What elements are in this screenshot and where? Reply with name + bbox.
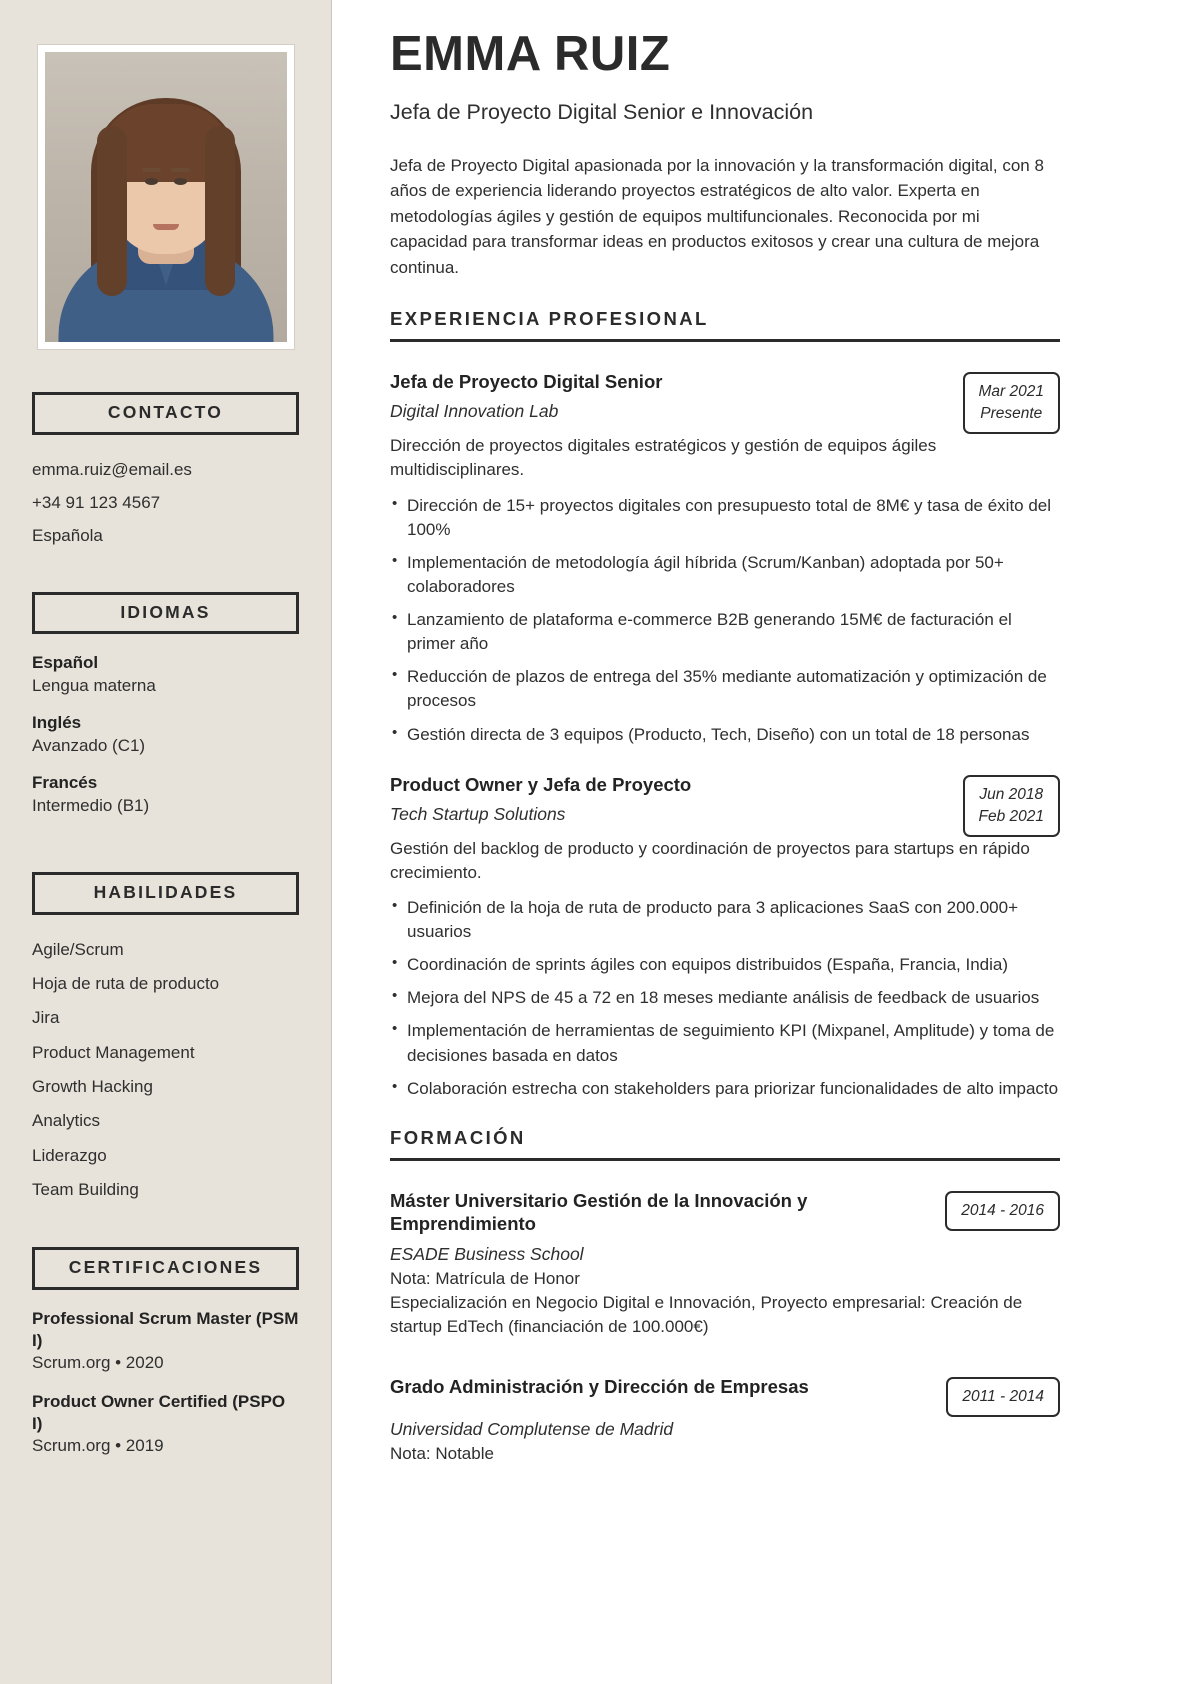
job-description: Dirección de proyectos digitales estratégicos y gestión de equipos ágiles multidisciplinares. xyxy=(390,436,937,480)
job-bullet: • Coordinación de sprints ágiles con equipos distribuidos (España, Francia, India) xyxy=(390,953,1060,977)
job-title: Product Owner y Jefa de Proyecto xyxy=(390,773,692,795)
certification-item xyxy=(32,1308,299,1375)
certification-item xyxy=(32,1391,299,1458)
contact-section-header xyxy=(32,392,299,435)
spacer xyxy=(32,832,299,872)
job-description: Gestión del backlog de producto y coordinación de proyectos para startups en rápido crecimiento. xyxy=(390,838,1030,882)
experience-entry-header xyxy=(390,370,1060,434)
experience-entry xyxy=(390,773,1060,1101)
contact-nationality: Española xyxy=(32,525,103,545)
degree-title: Máster Universitario Gestión de la Innovación y Emprendimiento xyxy=(390,1189,808,1234)
skills-heading: HABILIDADES xyxy=(93,882,238,903)
contact-list xyxy=(32,453,299,552)
skill-item: Hoja de ruta de producto xyxy=(32,973,220,993)
job-bullets xyxy=(390,896,1060,1101)
job-company: Digital Innovation Lab xyxy=(390,401,559,422)
language-name: Inglés xyxy=(32,713,82,733)
job-bullet: • Dirección de 15+ proyectos digitales con presupuesto total de 8M€ y tasa de éxito del 100% xyxy=(390,494,1060,542)
skill-item: Analytics xyxy=(32,1111,101,1131)
skill-item: Liderazgo xyxy=(32,1145,107,1165)
certification-meta: Scrum.org • 2019 xyxy=(32,1435,164,1455)
language-item xyxy=(32,652,299,698)
language-name: Español xyxy=(32,653,99,673)
main-content xyxy=(332,0,1190,1684)
education-entry-header xyxy=(390,1189,1060,1242)
language-level: Intermedio (B1) xyxy=(32,796,150,816)
portrait-brow-left xyxy=(142,168,161,172)
certifications-heading: CERTIFICACIONES xyxy=(68,1257,263,1278)
education-entry-header xyxy=(390,1375,1060,1417)
education-heading: FORMACIÓN xyxy=(390,1127,1060,1161)
job-bullet: • Gestión directa de 3 equipos (Producto, Tech, Diseño) con un total de 18 personas xyxy=(390,723,1060,747)
certification-name: Product Owner Certified (PSPO I) xyxy=(32,1391,286,1433)
professional-headline: Jefa de Proyecto Digital Senior e Innovación xyxy=(390,99,814,124)
job-date-start: Jun 2018 xyxy=(979,785,1044,803)
school-name: Universidad Complutense de Madrid xyxy=(390,1419,674,1440)
contact-email[interactable]: emma.ruiz@email.es xyxy=(32,459,192,479)
education-entry xyxy=(390,1375,1060,1466)
education-date-badge: 2011 - 2014 xyxy=(946,1377,1060,1417)
contact-heading: CONTACTO xyxy=(107,402,224,422)
education-details: Especialización en Negocio Digital e Innovación, Proyecto empresarial: Creación de startup EdTech (financiación de 100.000€) xyxy=(390,1293,1023,1337)
skill-item: Team Building xyxy=(32,1179,139,1199)
experience-entry-header xyxy=(390,773,1060,837)
photo-frame xyxy=(37,44,295,350)
language-item xyxy=(32,712,299,758)
languages-heading: IDIOMAS xyxy=(120,601,211,622)
profile-summary: Jefa de Proyecto Digital apasionada por la innovación y la transformación digital, con 8 años de experiencia liderando proyectos estratégicos de alto valor. Experta en metodologías ágiles y gestión de equipos multifuncionales. Reconocida por mi capacidad para transformar ideas en productos exitosos y crear una cultura de mejora continua. xyxy=(390,155,1044,277)
education-grade: Nota: Notable xyxy=(390,1444,494,1464)
job-bullet: • Mejora del NPS de 45 a 72 en 18 meses mediante análisis de feedback de usuarios xyxy=(390,986,1060,1010)
skill-item: Jira xyxy=(32,1008,60,1028)
job-date-badge xyxy=(963,372,1060,434)
portrait-hair-right xyxy=(205,126,235,296)
skills-section-header xyxy=(32,872,299,915)
job-company: Tech Startup Solutions xyxy=(390,803,566,824)
job-title: Jefa de Proyecto Digital Senior xyxy=(390,371,663,393)
job-bullets xyxy=(390,494,1060,747)
experience-heading: EXPERIENCIA PROFESIONAL xyxy=(390,308,1060,342)
experience-entry-titleblock xyxy=(390,370,947,432)
language-level: Avanzado (C1) xyxy=(32,736,146,756)
languages-section-header xyxy=(32,592,299,635)
school-name: ESADE Business School xyxy=(390,1244,584,1265)
education-entry-titleblock xyxy=(390,1189,929,1242)
job-bullet: • Reducción de plazos de entrega del 35% mediante automatización y optimización de procesos xyxy=(390,665,1060,713)
certifications-list xyxy=(32,1308,299,1458)
education-grade: Nota: Matrícula de Honor xyxy=(390,1268,580,1288)
certification-meta: Scrum.org • 2020 xyxy=(32,1352,164,1372)
education-entry-titleblock xyxy=(390,1375,930,1405)
portrait-eye-left xyxy=(145,178,158,185)
skill-item: Product Management xyxy=(32,1042,195,1062)
spacer xyxy=(390,1365,1060,1375)
certifications-section-header xyxy=(32,1247,299,1290)
job-date-start: Mar 2021 xyxy=(978,383,1044,401)
experience-entry-titleblock xyxy=(390,773,947,835)
sidebar xyxy=(0,0,332,1684)
portrait-hair-left xyxy=(97,126,127,296)
education-date-badge: 2014 - 2016 xyxy=(945,1191,1060,1231)
job-bullet: • Definición de la hoja de ruta de producto para 3 aplicaciones SaaS con 200.000+ usuarios xyxy=(390,896,1060,944)
job-date-end: Presente xyxy=(980,405,1043,423)
page-title: EMMA RUIZ xyxy=(390,27,671,81)
portrait-eye-right xyxy=(174,178,187,185)
experience-entry xyxy=(390,370,1060,746)
skills-list xyxy=(32,933,299,1208)
language-name: Francés xyxy=(32,773,98,793)
portrait-mouth xyxy=(153,224,179,230)
portrait-brow-right xyxy=(171,168,190,172)
certification-name: Professional Scrum Master (PSM I) xyxy=(32,1308,299,1350)
job-bullet: • Implementación de metodología ágil híbrida (Scrum/Kanban) adoptada por 50+ colaboradores xyxy=(390,551,1060,599)
language-level: Lengua materna xyxy=(32,676,156,696)
degree-title: Grado Administración y Dirección de Empresas xyxy=(390,1376,809,1398)
job-bullet: • Colaboración estrecha con stakeholders para priorizar funcionalidades de alto impacto xyxy=(390,1077,1060,1101)
languages-list xyxy=(32,652,299,818)
job-bullet: • Implementación de herramientas de seguimiento KPI (Mixpanel, Amplitude) y toma de decisiones basada en datos xyxy=(390,1019,1060,1067)
skill-item: Growth Hacking xyxy=(32,1076,153,1096)
portrait-photo xyxy=(45,52,287,342)
spacer xyxy=(32,552,299,592)
spacer xyxy=(32,1207,299,1247)
contact-phone[interactable]: +34 91 123 4567 xyxy=(32,492,161,512)
education-entry xyxy=(390,1189,1060,1339)
skill-item: Agile/Scrum xyxy=(32,939,124,959)
job-date-badge xyxy=(963,775,1061,837)
job-bullet: • Lanzamiento de plataforma e-commerce B2B generando 15M€ de facturación el primer año xyxy=(390,608,1060,656)
language-item xyxy=(32,772,299,818)
job-date-end: Feb 2021 xyxy=(978,807,1044,825)
